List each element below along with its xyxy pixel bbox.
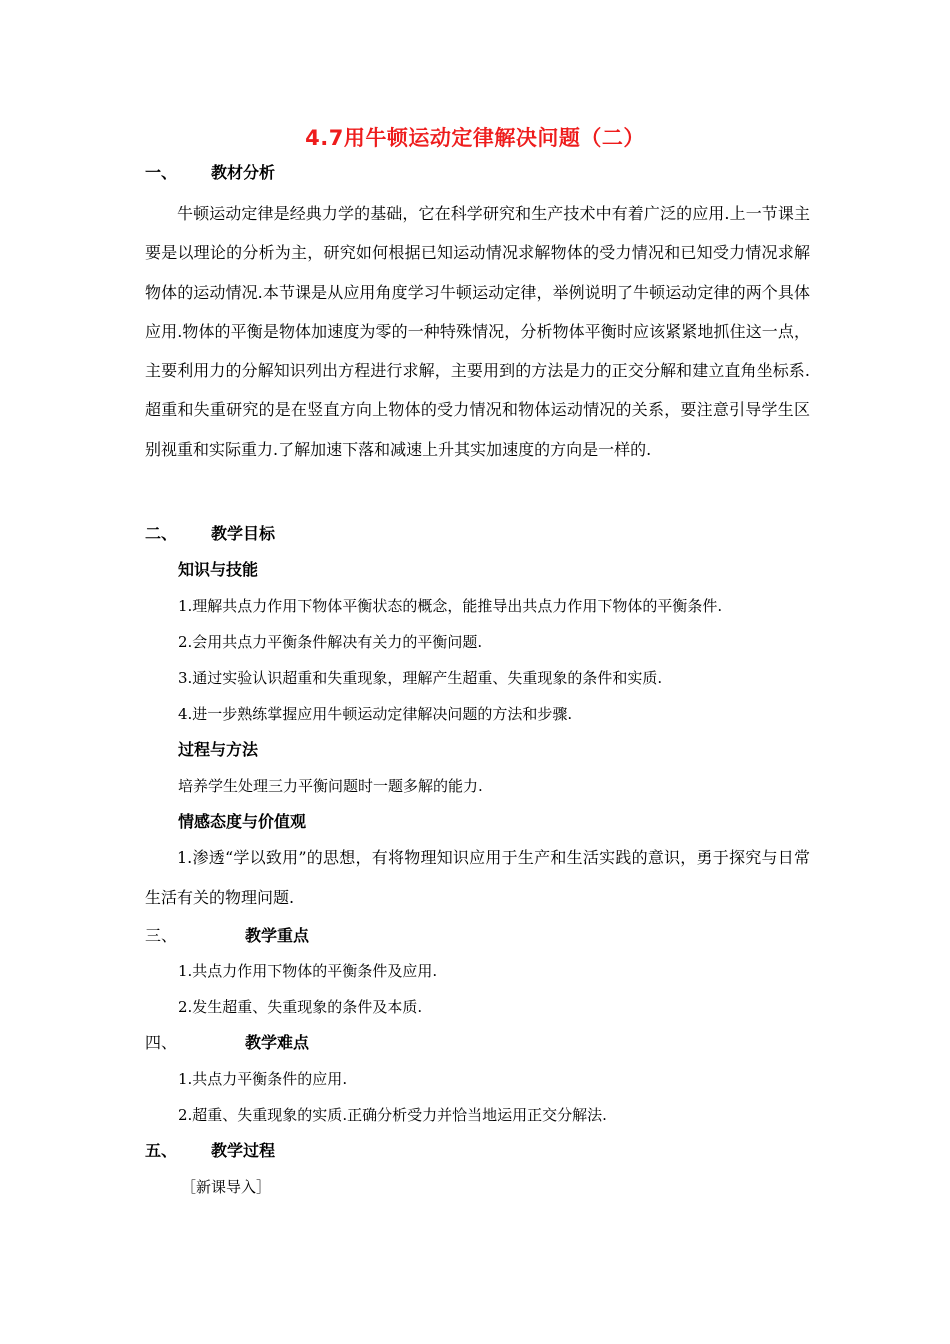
- document-title: 4.7用牛顿运动定律解决问题（二）: [305, 126, 645, 150]
- section-2-number: 二、: [145, 524, 178, 543]
- list-item: 培养学生处理三力平衡问题时一题多解的能力.: [178, 777, 483, 795]
- list-item: 1.共点力平衡条件的应用.: [178, 1070, 348, 1088]
- section-1-paragraph: 牛顿运动定律是经典力学的基础，它在科学研究和生产技术中有着广泛的应用.上一节课主要是以理论的分析为主，研究如何根据已知运动情况求解物体的受力情况和已知受力情况求解物体的运动情况.本节课是从应用角度学习牛顿运动定律，举例说明了牛顿运动定律的两个具体应用.物体的平衡是物体加速度为零的一种特殊情况，分析物体平衡时应该紧紧地抓住这一点，主要利用力的分解知识列出方程进行求解，主要用到的方法是力的正交分解和建立直角坐标系.超重和失重研究的是在竖直方向上物体的受力情况和物体运动情况的关系，要注意引导学生区别视重和实际重力.了解加速下落和减速上升其实加速度的方向是一样的.: [145, 204, 810, 459]
- section-4-number: 四、: [145, 1033, 178, 1052]
- list-item: 3.通过实验认识超重和失重现象，理解产生超重、失重现象的条件和实质.: [178, 669, 663, 687]
- section-1-heading: 教材分析: [211, 163, 276, 182]
- list-item: 1.共点力作用下物体的平衡条件及应用.: [178, 962, 438, 980]
- section-1-number: 一、: [145, 163, 178, 182]
- list-item: 1.理解共点力作用下物体平衡状态的概念，能推导出共点力作用下物体的平衡条件.: [178, 597, 723, 615]
- subheading-attitude-values: 情感态度与价值观: [178, 812, 307, 831]
- subheading-knowledge-skills: 知识与技能: [178, 560, 259, 579]
- section-4-heading: 教学难点: [245, 1033, 310, 1052]
- section-2-heading: 教学目标: [211, 524, 276, 543]
- section-5-number: 五、: [145, 1141, 178, 1160]
- list-item: 2.发生超重、失重现象的条件及本质.: [178, 998, 423, 1016]
- section-3-heading: 教学重点: [245, 926, 310, 945]
- list-item: 2.超重、失重现象的实质.正确分析受力并恰当地运用正交分解法.: [178, 1106, 607, 1124]
- attitude-paragraph: 1.渗透“学以致用”的思想，有将物理知识应用于生产和生活实践的意识，勇于探究与日常生活有关的物理问题.: [145, 848, 810, 907]
- subheading-process-methods: 过程与方法: [178, 740, 259, 759]
- list-item: 4.进一步熟练掌握应用牛顿运动定律解决问题的方法和步骤.: [178, 705, 573, 723]
- section-3-number: 三、: [145, 926, 178, 945]
- section-5-heading: 教学过程: [211, 1141, 276, 1160]
- list-item: 2.会用共点力平衡条件解决有关力的平衡问题.: [178, 633, 483, 651]
- list-item: ［新课导入］: [181, 1178, 272, 1196]
